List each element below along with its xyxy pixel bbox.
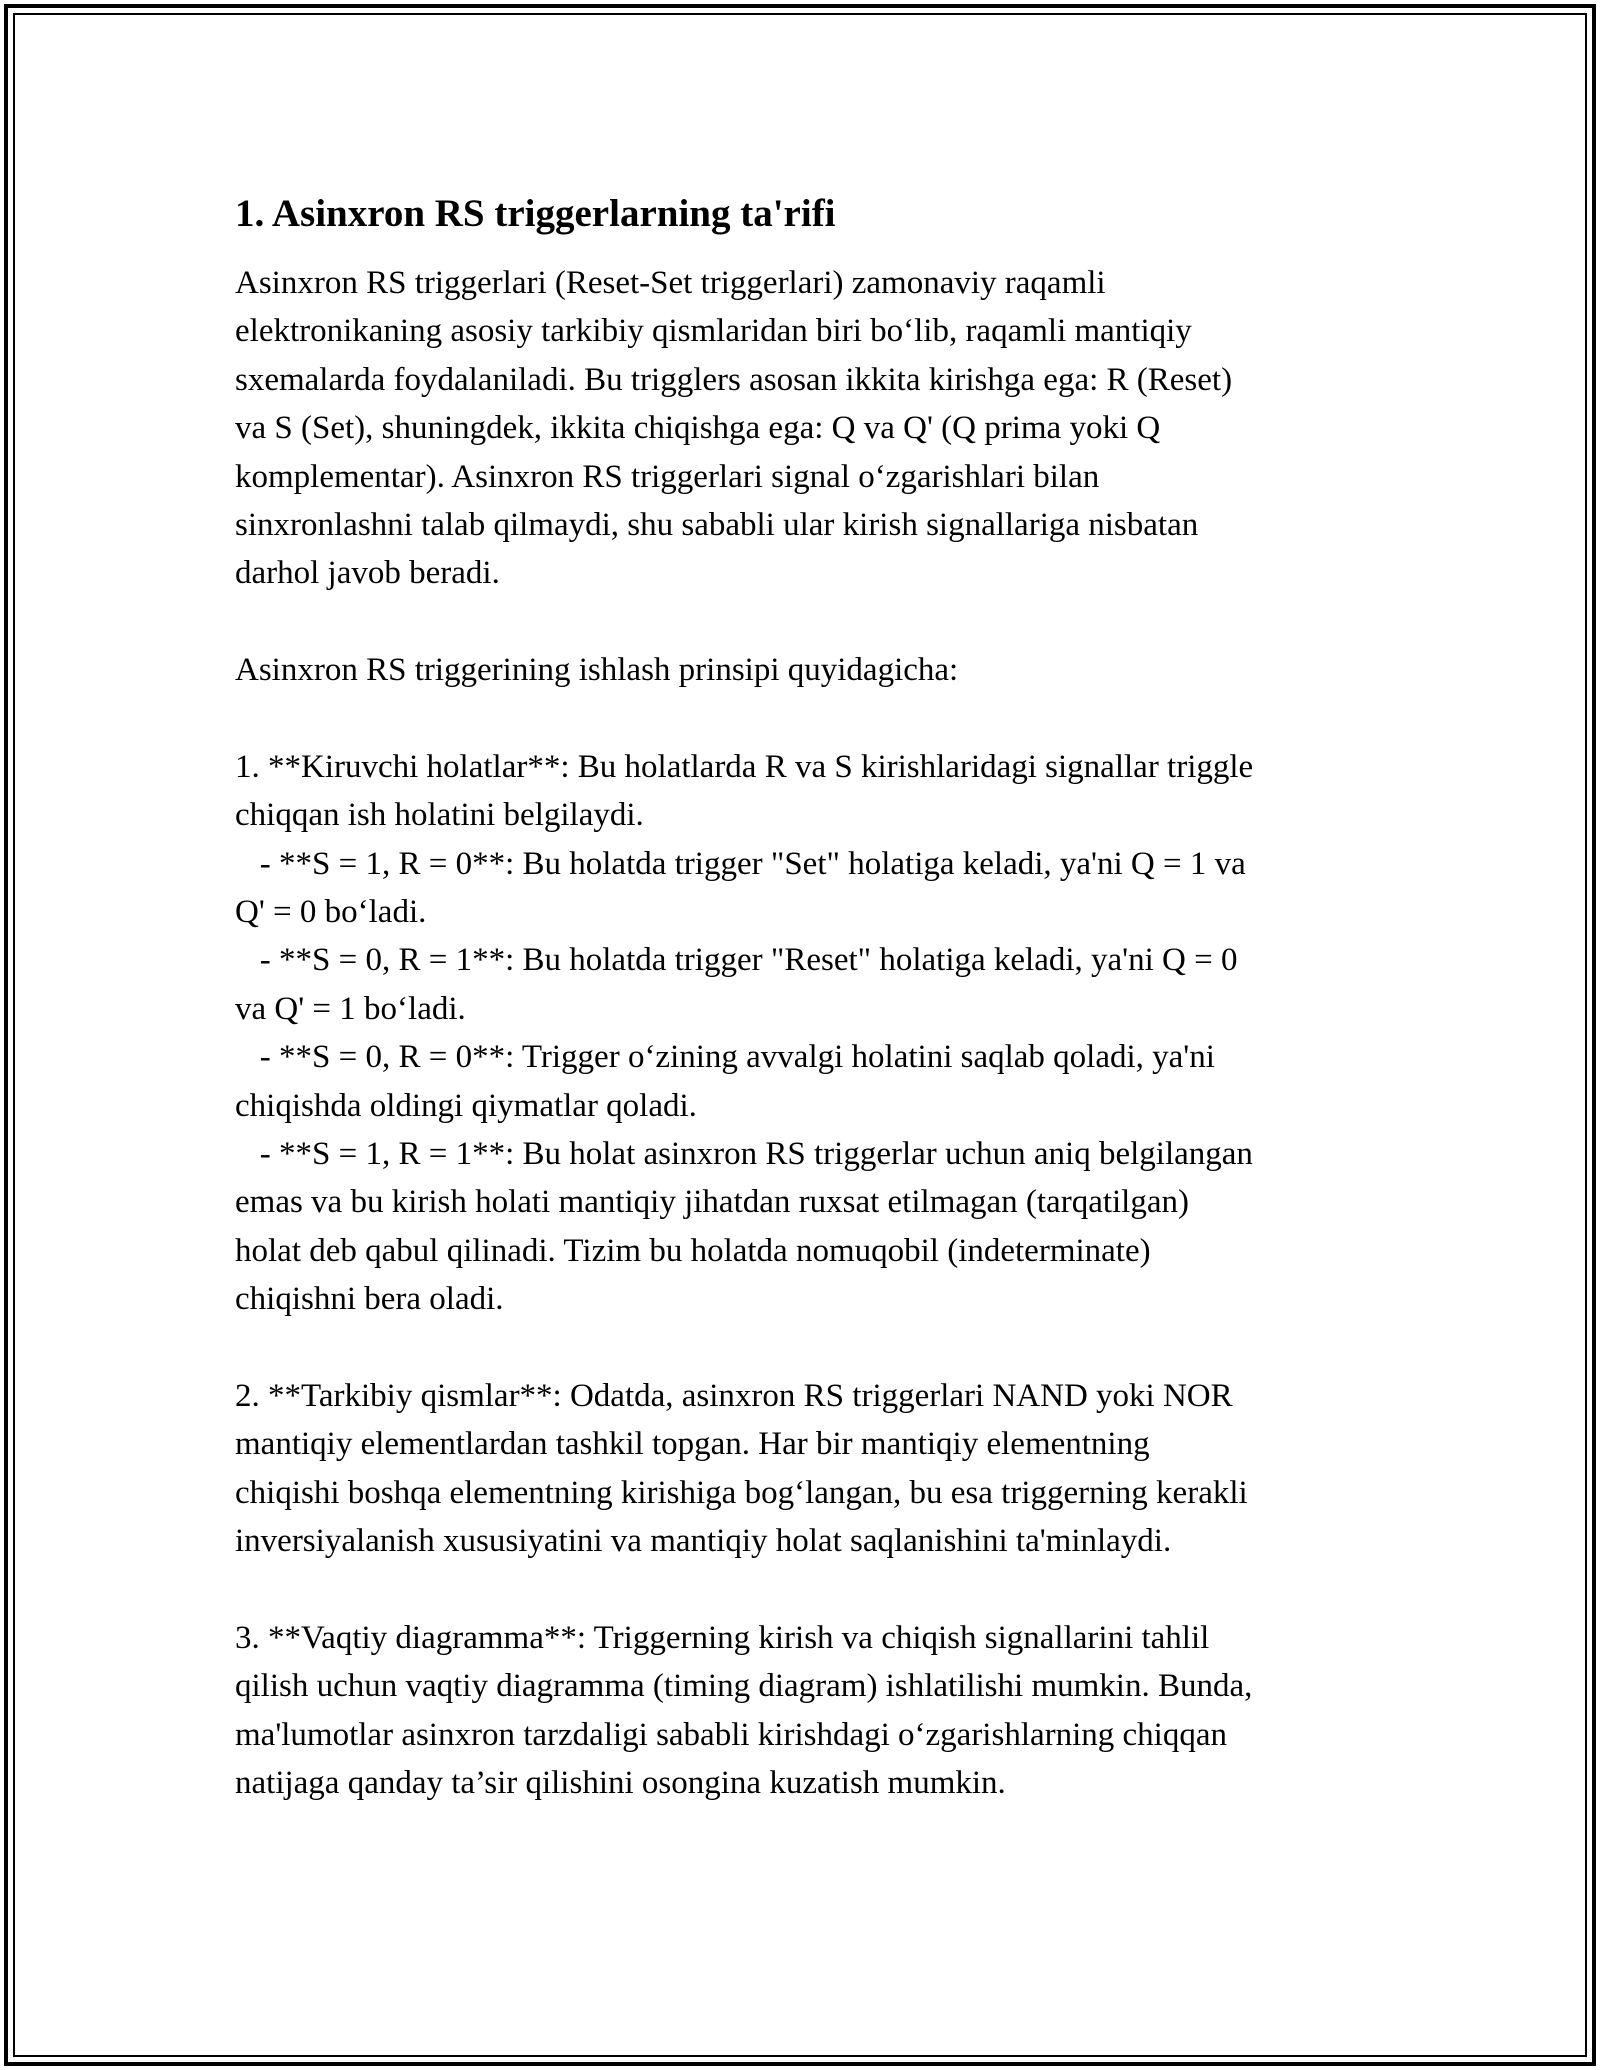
text-line: chiqqan ish holatini belgilaydi. — [235, 797, 644, 834]
text-line: natijaga qanday ta’sir qilishini osongina kuzatish mumkin. — [235, 1765, 1006, 1802]
text-line: chiqishda oldingi qiymatlar qoladi. — [235, 1087, 697, 1124]
text-line: Asinxron RS triggerlari (Reset-Set triggerlari) zamonaviy raqamli — [235, 265, 1106, 301]
text-line: - **S = 0, R = 1**: Bu holatda trigger "Reset" holatiga keladi, ya'ni Q = 0 — [235, 942, 1238, 979]
blank-line — [235, 598, 1375, 646]
text-line: chiqishni bera oladi. — [235, 1281, 504, 1318]
text-line: ma'lumotlar asinxron tarzdaligi sababli kirishdagi o‘zgarishlarning chiqqan — [235, 1716, 1227, 1753]
text-line: va S (Set), shuningdek, ikkita chiqishga ega: Q va Q' (Q prima yoki Q — [235, 410, 1161, 447]
text-line: emas va bu kirish holati mantiqiy jihatdan ruxsat etilmagan (tarqatilgan) — [235, 1184, 1189, 1221]
text-line: - **S = 1, R = 0**: Bu holatda trigger "Set" holatiga keladi, ya'ni Q = 1 va — [235, 845, 1246, 882]
text-line: 1. **Kiruvchi holatlar**: Bu holatlarda R va S kirishlaridagi signallar triggle — [235, 748, 1254, 785]
text-line: Asinxron RS triggerining ishlash prinsipi quyidagicha: — [235, 652, 959, 689]
text-line: chiqishi boshqa elementning kirishiga bog‘langan, bu esa triggerning kerakli — [235, 1474, 1248, 1511]
text-line: - **S = 1, R = 1**: Bu holat asinxron RS triggerlar uchun aniq belgilangan — [235, 1136, 1253, 1173]
document-text — [235, 259, 1375, 1808]
blank-line — [235, 1566, 1375, 1614]
text-line: 3. **Vaqtiy diagramma**: Triggerning kirish va chiqish signallarini tahlil — [235, 1619, 1210, 1656]
text-line: sinxronlashni talab qilmaydi, shu sababli ular kirish signallariga nisbatan — [235, 506, 1199, 543]
blank-line — [235, 1324, 1375, 1372]
text-line: elektronikaning asosiy tarkibiy qismlaridan biri bo‘lib, raqamli mantiqiy — [235, 313, 1192, 350]
text-line: komplementar). Asinxron RS triggerlari signal o‘zgarishlari bilan — [235, 458, 1100, 495]
text-line: - **S = 0, R = 0**: Trigger o‘zining avvalgi holatini saqlab qoladi, ya'ni — [235, 1039, 1215, 1076]
text-line: qilish uchun vaqtiy diagramma (timing diagram) ishlatilishi mumkin. Bunda, — [235, 1668, 1253, 1705]
text-line: va Q' = 1 bo‘ladi. — [235, 990, 466, 1027]
text-line: holat deb qabul qilinadi. Tizim bu holatda nomuqobil (indeterminate) — [235, 1232, 1151, 1269]
text-line: inversiyalanish xususiyatini va mantiqiy holat saqlanishini ta'minlaydi. — [235, 1523, 1172, 1560]
blank-line — [235, 695, 1375, 743]
document-title: 1. Asinxron RS triggerlarning ta'rifi — [235, 192, 836, 235]
text-line: darhol javob beradi. — [235, 555, 500, 592]
text-line: mantiqiy elementlardan tashkil topgan. Har bir mantiqiy elementning — [235, 1426, 1150, 1463]
document-body — [235, 182, 1375, 1808]
text-line: Q' = 0 bo‘ladi. — [235, 894, 427, 931]
text-line: sxemalarda foydalaniladi. Bu trigglers asosan ikkita kirishga ega: R (Reset) — [235, 361, 1233, 398]
text-line: 2. **Tarkibiy qismlar**: Odatda, asinxron RS triggerlari NAND yoki NOR — [235, 1377, 1233, 1414]
